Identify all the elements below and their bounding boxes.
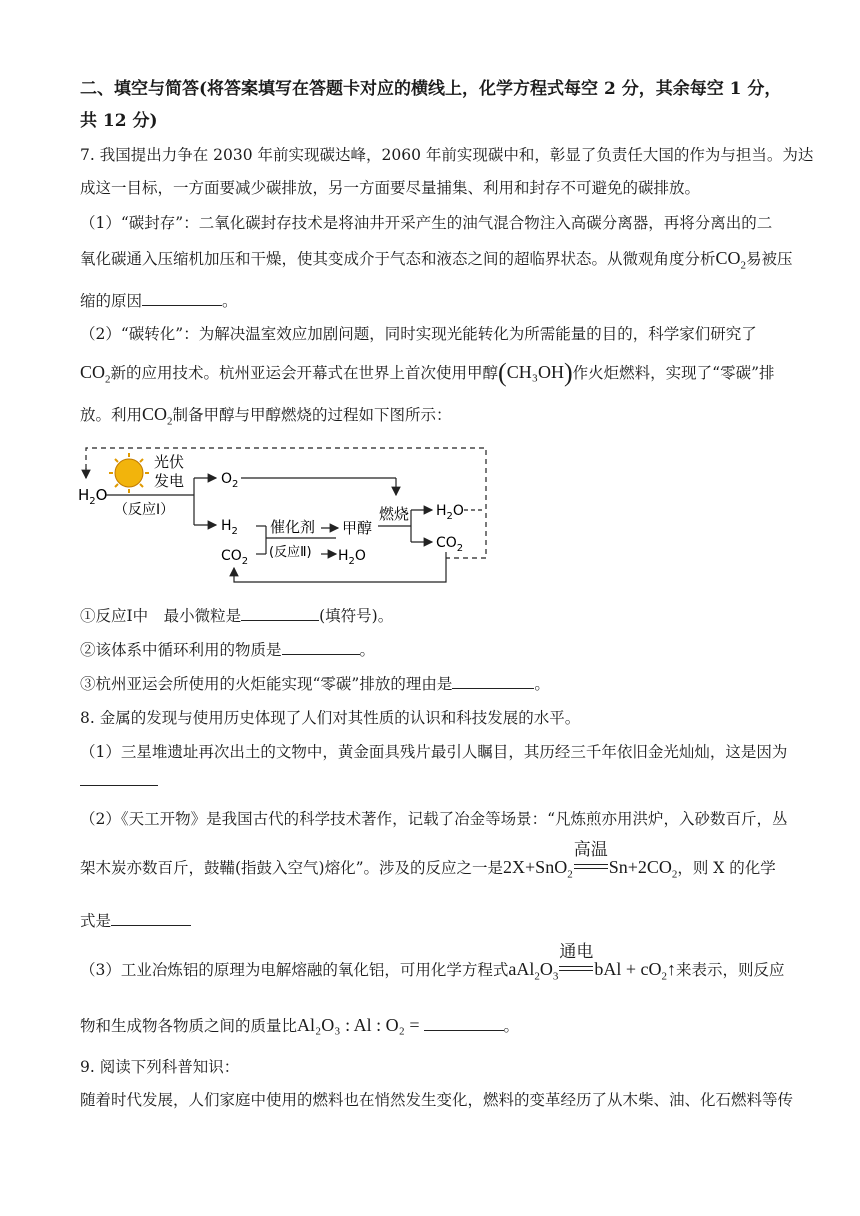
answer-blank[interactable] (452, 673, 534, 689)
co2-formula: $CO_2$ (715, 248, 747, 272)
q7-sub1: ①反应Ⅰ中 最小微粒是 (填符号)。 (80, 607, 394, 625)
q7-sub3: ③杭州亚运会所使用的火炬能实现“零碳”排放的理由是 。 (80, 675, 550, 693)
q9-paragraph: 随着时代发展，人们家庭中使用的燃料也在悄然发生变化，燃料的变革经历了从木柴、油、化石燃料等传 (80, 1091, 794, 1109)
co2-burn-product: $CO_2$ (436, 535, 464, 554)
carbon-cycle-diagram (76, 440, 496, 590)
h2o-burn-product: $H_2O$ (436, 503, 464, 522)
pv-label-2: 发电 (154, 472, 185, 490)
methanol-label: 甲醇 (342, 519, 373, 537)
sun-icon (109, 453, 149, 493)
answer-blank[interactable] (111, 910, 191, 926)
answer-blank[interactable] (142, 290, 222, 306)
answer-blank[interactable] (282, 639, 360, 655)
answer-blank[interactable] (424, 1015, 504, 1031)
q7-intro-line-1: 7. 我国提出力争在 2030 年前实现碳达峰，2060 年前实现碳中和，彰显了负责任大国的作为与担当。为达 (80, 146, 814, 164)
co2-label-left: $CO_2$ (221, 548, 249, 567)
q7-sub2: ②该体系中循环利用的物质是 。 (80, 641, 376, 659)
section-title-line-1: 二、填空与简答(将答案填写在答题卡对应的横线上，化学方程式每空 2 分，其余每空 1 分， (80, 79, 782, 99)
q8-part3-line-2: 物和生成物各物质之间的质量比Al₂O₃ : Al : O₂ = 。 (80, 1015, 520, 1035)
q7-part1-line-3: 缩的原因 。 (80, 292, 238, 310)
answer-blank[interactable] (241, 605, 319, 621)
h2-label: $H_2$ (221, 518, 238, 537)
h2o-left: $H_2O$ (78, 486, 108, 507)
q8-part1-answer (80, 770, 158, 790)
q8-part3-line-1: （3）工业冶炼铝的原理为电解熔融的氧化铝，可用化学方程式$aAl_2O_3$ 通电 bAl + $cO_2↑$来表示，则反应 (80, 942, 785, 983)
o2-label: $O_2$ (221, 471, 239, 490)
co2-formula: $CO_2$ (142, 404, 173, 428)
q7-part2-line-3: 放。利用$CO_2$制备甲醇与甲醇燃烧的过程如下图所示： (80, 404, 452, 428)
mass-ratio: Al₂O₃ : Al : O₂ = (297, 1015, 420, 1035)
co2-formula: $CO_2$ (80, 362, 111, 386)
pv-label-1: 光伏 (154, 453, 185, 471)
answer-blank[interactable] (80, 770, 158, 786)
equation-2: $aAl_2O_3$ 通电 bAl + $cO_2↑$ (508, 942, 677, 983)
q7-part2-line-1: （2）“碳转化”：为解决温室效应加剧问题，同时实现光能转化为所需能量的目的，科学家们研究了 (80, 325, 757, 343)
q7-intro-line-2: 成这一目标，一方面要减少碳排放，另一方面要尽量捕集、利用和封存不可避免的碳排放。 (80, 179, 701, 197)
reaction-1-label: （反应Ⅰ） (114, 502, 175, 518)
reaction-2-label: (反应Ⅱ) (269, 545, 312, 560)
h2o-product: $H_2O$ (338, 548, 366, 567)
equation-1: 2X+SnO$_2$ 高温 $Sn+2CO_2$ (503, 840, 678, 881)
section-title-line-2: 共 12 分) (80, 111, 158, 131)
q8-part2-line-1: （2）《天工开物》是我国古代的科学技术著作，记载了冶金等场景：“凡炼煎亦用洪炉，入砂数百斤，丛 (80, 810, 788, 828)
q9-intro: 9. 阅读下列科普知识： (80, 1058, 240, 1076)
burn-label: 燃烧 (379, 505, 410, 523)
q7-part1-line-1: （1）“碳封存”：二氧化碳封存技术是将油井开采产生的油气混合物注入高碳分离器，再将分离出的二 (80, 214, 773, 232)
q8-part1: （1）三星堆遗址再次出土的文物中，黄金面具残片最引人瞩目，其历经三千年依旧金光灿灿，这是因为 (80, 743, 788, 761)
methanol-formula: CH₃OH (506, 362, 564, 382)
q8-part2-line-3: 式是 (80, 909, 191, 931)
catalyst-label: 催化剂 (270, 518, 316, 536)
q8-intro: 8. 金属的发现与使用历史体现了人们对其性质的认识和科技发展的水平。 (80, 709, 581, 727)
q7-part1-line-2: 氧化碳通入压缩机加压和干燥，使其变成介于气态和液态之间的超临界状态。从微观角度分析$CO_2$易被压 (80, 248, 793, 272)
q8-part2-line-2: 架木炭亦数百斤，鼓鞴(指鼓入空气)熔化”。涉及的反应之一是2X+SnO$_2$ 高温 $Sn+2CO_2$，则 X 的化学 (80, 840, 776, 881)
q7-part2-line-2: $CO_2$新的应用技术。杭州亚运会开幕式在世界上首次使用甲醇(CH₃OH)作火炬燃料，实现了“零碳”排 (80, 358, 775, 387)
